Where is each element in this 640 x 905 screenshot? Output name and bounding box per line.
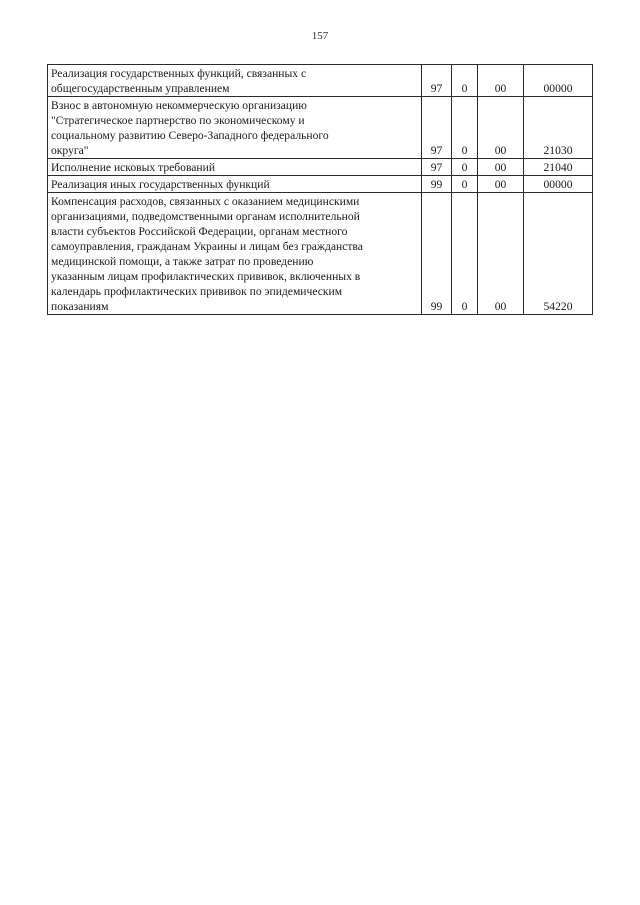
row-description: Компенсация расходов, связанных с оказанием медицинскими организациями, подведомственными органам исполнительной власти субъектов Российской Федерации, органам местного самоуправления, гражданам Украины и лицам без гражданства медицинской помощи, а также затрат по проведению указанным лицам профилактических прививок, включенных в календарь профилактических прививок по эпидемическим показаниям xyxy=(48,193,422,315)
row-description: Реализация государственных функций, связанных с общегосударственным управлением xyxy=(48,65,422,97)
code-d-cell: 00000 xyxy=(524,176,593,193)
table-row xyxy=(48,159,593,176)
table-row xyxy=(48,176,593,193)
row-description: Исполнение исковых требований xyxy=(48,159,422,176)
code-c-cell: 00 xyxy=(478,193,524,315)
code-c-cell: 00 xyxy=(478,65,524,97)
code-b-cell: 0 xyxy=(452,159,478,176)
row-description: Реализация иных государственных функций xyxy=(48,176,422,193)
code-a-cell: 97 xyxy=(422,97,452,159)
code-b-cell: 0 xyxy=(452,97,478,159)
code-d-cell: 21030 xyxy=(524,97,593,159)
code-c-cell: 00 xyxy=(478,176,524,193)
code-d-cell: 00000 xyxy=(524,65,593,97)
budget-table xyxy=(47,64,593,315)
code-d-cell: 54220 xyxy=(524,193,593,315)
code-a-cell: 99 xyxy=(422,176,452,193)
code-b-cell: 0 xyxy=(452,176,478,193)
code-c-cell: 00 xyxy=(478,159,524,176)
code-c-cell: 00 xyxy=(478,97,524,159)
code-b-cell: 0 xyxy=(452,65,478,97)
table-row xyxy=(48,97,593,159)
table-row xyxy=(48,193,593,315)
table-row xyxy=(48,65,593,97)
code-a-cell: 97 xyxy=(422,159,452,176)
code-a-cell: 97 xyxy=(422,65,452,97)
code-a-cell: 99 xyxy=(422,193,452,315)
row-description: Взнос в автономную некоммерческую организацию "Стратегическое партнерство по экономическому и социальному развитию Северо-Западного федерального округа" xyxy=(48,97,422,159)
code-d-cell: 21040 xyxy=(524,159,593,176)
page-number: 157 xyxy=(311,30,329,42)
code-b-cell: 0 xyxy=(452,193,478,315)
